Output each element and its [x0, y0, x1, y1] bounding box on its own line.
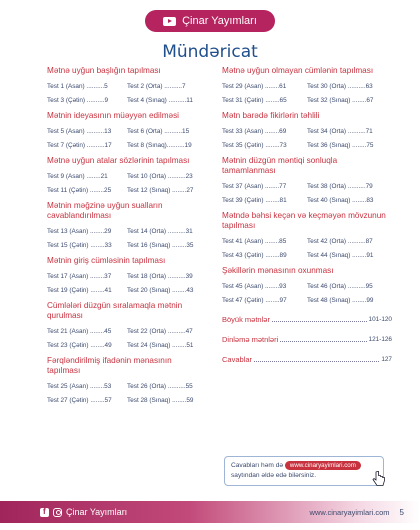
test-row: [47, 287, 207, 294]
test-row: [222, 283, 392, 290]
test-row: [222, 183, 392, 190]
test-row: [47, 242, 207, 249]
test-row: [47, 273, 207, 280]
test-entry[interactable]: Test 2 (Orta) ..........7: [127, 83, 186, 90]
test-entry[interactable]: Test 6 (Orta) ..........15: [127, 128, 190, 135]
test-row: [47, 142, 207, 149]
test-entry[interactable]: Test 17 (Asan) ........37: [47, 273, 112, 280]
summary-entry[interactable]: [222, 335, 392, 344]
footer-url[interactable]: www.cinaryayimlari.com: [309, 507, 390, 517]
toc-section: [222, 156, 392, 204]
test-entry[interactable]: Test 16 (Sınaq) ........35: [127, 242, 194, 249]
test-entry[interactable]: Test 45 (Asan) ........93: [222, 283, 287, 290]
section-heading: Mətnin məğzinə uyğun sualların cavablandırılması: [47, 201, 163, 220]
test-entry[interactable]: Test 35 (Çətin) ........73: [222, 142, 287, 149]
test-row: [47, 173, 207, 180]
test-row: [47, 383, 207, 390]
toc-left-column: [47, 66, 207, 411]
test-entry[interactable]: Test 25 (Asan) ........53: [47, 383, 112, 390]
test-row: [47, 83, 207, 90]
toc-section: [222, 66, 392, 104]
test-entry[interactable]: Test 24 (Sınaq) ........51: [127, 342, 194, 349]
test-entry[interactable]: Test 27 (Çətin) ........57: [47, 397, 112, 404]
test-row: [222, 297, 392, 304]
test-row: [47, 328, 207, 335]
section-heading: Mətnin giriş cümləsinin tapılması: [47, 256, 166, 265]
footer-bar: [0, 501, 420, 523]
test-entry[interactable]: Test 30 (Orta) ..........63: [307, 83, 373, 90]
test-entry[interactable]: Test 19 (Çətin) ........41: [47, 287, 112, 294]
test-entry[interactable]: Test 43 (Çətin) ........89: [222, 252, 287, 259]
summary-label: Cavablar: [222, 355, 253, 364]
toc-section: [47, 256, 207, 294]
test-entry[interactable]: Test 7 (Çətin) ..........17: [47, 142, 112, 149]
test-entry[interactable]: Test 48 (Sınaq) ........99: [307, 297, 374, 304]
test-entry[interactable]: Test 20 (Sınaq) ........43: [127, 287, 194, 294]
summary-entry[interactable]: [222, 315, 392, 324]
test-entry[interactable]: Test 11 (Çətin) ........25: [47, 187, 112, 194]
promo-text-prefix: Cavabları həm də: [231, 462, 284, 469]
test-row: [47, 97, 207, 104]
promo-website-link[interactable]: www.cinaryayimlari.com: [285, 461, 361, 470]
test-entry[interactable]: Test 10 (Orta) ..........23: [127, 173, 193, 180]
test-row: [222, 238, 392, 245]
test-entry[interactable]: Test 1 (Asan) ..........5: [47, 83, 108, 90]
test-row: [222, 97, 392, 104]
section-heading: Mətnin düzgün məntiqi sonluqla tamamlanması: [222, 156, 338, 175]
test-entry[interactable]: Test 36 (Sınaq) ........75: [307, 142, 374, 149]
test-entry[interactable]: Test 23 (Çətin) ........49: [47, 342, 112, 349]
test-entry[interactable]: Test 44 (Sınaq) ........91: [307, 252, 374, 259]
test-entry[interactable]: Test 38 (Orta) ..........79: [307, 183, 373, 190]
section-heading: Mətn barədə fikirlərin təhlili: [222, 111, 320, 120]
test-entry[interactable]: Test 22 (Orta) ..........47: [127, 328, 193, 335]
section-heading: Cümlələri düzgün sıralamaqla mətnin qurulması: [47, 301, 183, 320]
test-entry[interactable]: Test 42 (Orta) ..........87: [307, 238, 373, 245]
test-entry[interactable]: Test 31 (Çətin) ........65: [222, 97, 287, 104]
test-entry[interactable]: Test 13 (Asan) ........29: [47, 228, 112, 235]
section-heading: Mətnə uyğun olmayan cümlənin tapılması: [222, 66, 374, 75]
test-row: [47, 397, 207, 404]
test-entry[interactable]: Test 40 (Sınaq) ........83: [307, 197, 374, 204]
toc-section: [47, 156, 207, 194]
toc-section: [47, 301, 207, 349]
test-entry[interactable]: Test 12 (Sınaq) ........27: [127, 187, 194, 194]
test-row: [47, 342, 207, 349]
brand-badge-label: Çinar Yayımları: [182, 15, 257, 27]
test-entry[interactable]: Test 18 (Orta) ..........39: [127, 273, 193, 280]
footer-brand: Çinar Yayımları: [66, 507, 128, 517]
brand-badge[interactable]: [145, 10, 275, 32]
test-entry[interactable]: Test 37 (Asan) ........77: [222, 183, 287, 190]
test-row: [222, 128, 392, 135]
test-entry[interactable]: Test 28 (Sınaq) ........59: [127, 397, 194, 404]
dot-leader: [272, 315, 367, 322]
summary-pages: 101-120: [368, 316, 392, 323]
summary-label: Dinləmə mətnləri: [222, 335, 279, 344]
test-entry[interactable]: Test 14 (Orta) ..........31: [127, 228, 193, 235]
test-row: [47, 187, 207, 194]
test-entry[interactable]: Test 47 (Çətin) ........97: [222, 297, 287, 304]
test-entry[interactable]: Test 26 (Orta) ..........55: [127, 383, 193, 390]
test-entry[interactable]: Test 41 (Asan) ........85: [222, 238, 287, 245]
promo-text-suffix: saytından əldə edə bilərsiniz.: [231, 472, 317, 479]
test-row: [222, 252, 392, 259]
section-heading: Mətndə bəhsi keçən və keçməyən mövzunun tapılması: [222, 211, 386, 230]
toc-section: [47, 111, 207, 149]
hand-cursor-icon: [372, 471, 386, 487]
section-heading: Mətnə uyğun atalar sözlərinin tapılması: [47, 156, 190, 165]
toc-right-column: [222, 66, 392, 375]
section-heading: Mətnin ideyasının müəyyən edilməsi: [47, 111, 179, 120]
test-row: [222, 197, 392, 204]
summary-pages: 127: [381, 356, 392, 363]
summary-pages: 121-126: [368, 336, 392, 343]
test-entry[interactable]: Test 32 (Sınaq) ........67: [307, 97, 374, 104]
test-entry[interactable]: Test 34 (Orta) ..........71: [307, 128, 373, 135]
test-entry[interactable]: Test 5 (Asan) ..........13: [47, 128, 112, 135]
test-entry[interactable]: Test 21 (Asan) ........45: [47, 328, 112, 335]
toc-section: [47, 201, 207, 249]
toc-section: [222, 266, 392, 304]
toc-section: [222, 111, 392, 149]
section-heading: Fərqləndirilmiş ifadənin mənasının tapılması: [47, 356, 172, 375]
test-entry[interactable]: Test 33 (Asan) ........69: [222, 128, 287, 135]
test-row: [47, 128, 207, 135]
youtube-icon: [163, 17, 176, 26]
test-entry[interactable]: Test 8 (Sınaq)..........19: [127, 142, 192, 149]
test-entry[interactable]: Test 15 (Çətin) ........33: [47, 242, 112, 249]
facebook-icon[interactable]: [40, 508, 49, 517]
test-entry[interactable]: Test 29 (Asan) ........61: [222, 83, 287, 90]
test-entry[interactable]: Test 46 (Orta) ..........95: [307, 283, 373, 290]
toc-section: [222, 211, 392, 259]
test-entry[interactable]: Test 39 (Çətin) ........81: [222, 197, 287, 204]
test-entry[interactable]: Test 3 (Çətin) ..........9: [47, 97, 109, 104]
instagram-icon[interactable]: [53, 508, 62, 517]
page-number: 5: [399, 507, 404, 517]
test-row: [222, 142, 392, 149]
summary-label: Böyük mətnlər: [222, 315, 270, 324]
toc-section: [47, 66, 207, 104]
test-entry[interactable]: Test 9 (Asan) ........21: [47, 173, 108, 180]
page-title: Mündəricat: [162, 42, 258, 62]
summary-entry[interactable]: [222, 355, 392, 364]
test-row: [222, 83, 392, 90]
toc-section: [47, 356, 207, 404]
test-entry[interactable]: Test 4 (Sınaq) ..........11: [127, 97, 193, 104]
answers-promo-box: [224, 456, 384, 486]
dot-leader: [280, 335, 366, 342]
section-heading: Mətnə uyğun başlığın tapılması: [47, 66, 161, 75]
test-row: [47, 228, 207, 235]
dot-leader: [254, 355, 379, 362]
section-heading: Şəkillərin mənasının oxunması: [222, 266, 334, 275]
